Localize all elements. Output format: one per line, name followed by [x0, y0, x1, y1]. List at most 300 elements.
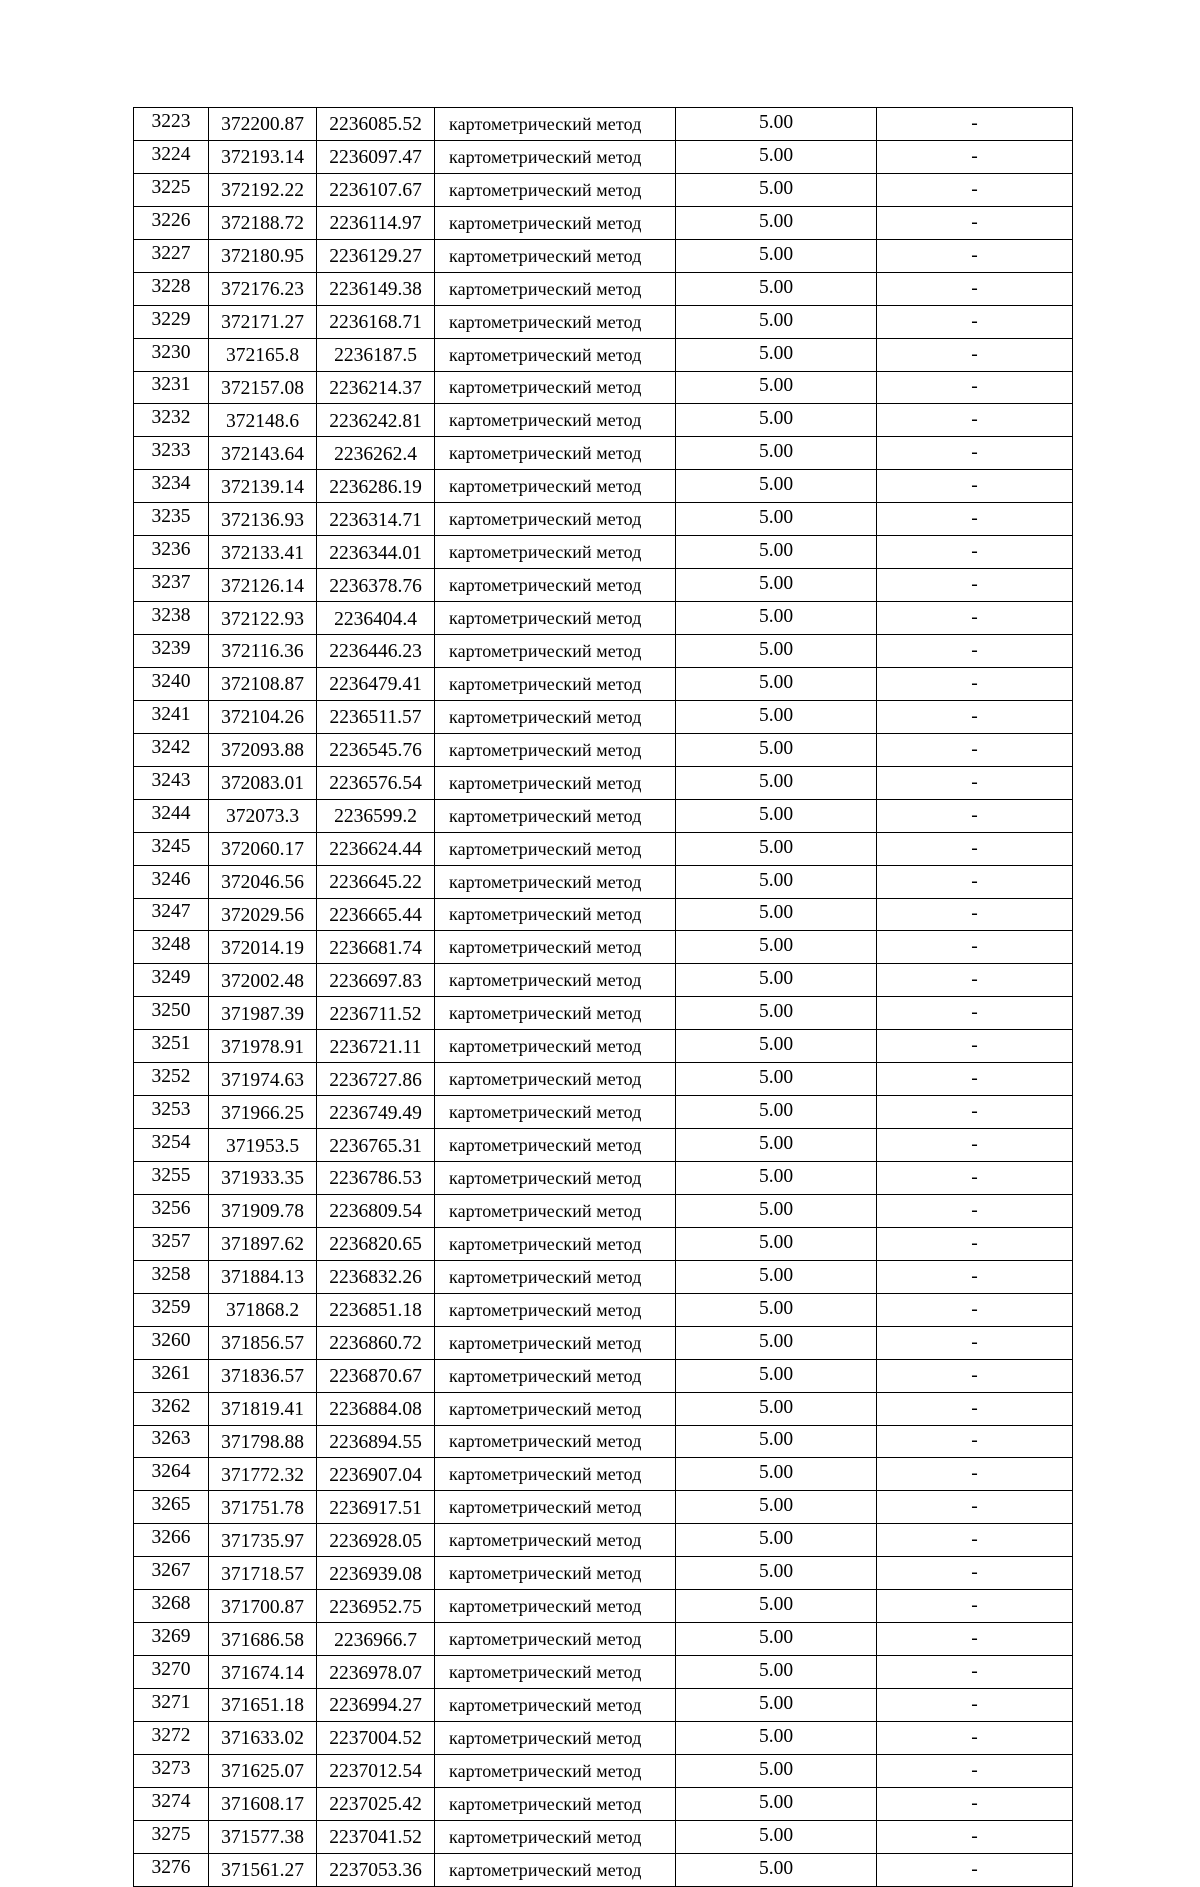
y-coordinate-cell: 2236721.11: [317, 1030, 435, 1063]
method-cell: картометрический метод: [435, 1293, 676, 1326]
y-coordinate-cell: 2236404.4: [317, 602, 435, 635]
table-row: [134, 964, 1073, 997]
method-cell: картометрический метод: [435, 1656, 676, 1689]
note-cell: -: [877, 1458, 1073, 1491]
table-row: [134, 140, 1073, 173]
y-coordinate-cell: 2236727.86: [317, 1063, 435, 1096]
y-coordinate-cell: 2236446.23: [317, 635, 435, 668]
note-cell: -: [877, 1853, 1073, 1886]
note-cell: -: [877, 799, 1073, 832]
x-coordinate-cell: 372157.08: [209, 371, 317, 404]
table-row: [134, 470, 1073, 503]
note-cell: -: [877, 1425, 1073, 1458]
note-cell: -: [877, 865, 1073, 898]
y-coordinate-cell: 2237004.52: [317, 1721, 435, 1754]
y-coordinate-cell: 2236894.55: [317, 1425, 435, 1458]
y-coordinate-cell: 2236149.38: [317, 272, 435, 305]
accuracy-cell: 5.00: [676, 832, 877, 865]
accuracy-cell: 5.00: [676, 1129, 877, 1162]
point-number-cell: 3260: [134, 1326, 209, 1359]
x-coordinate-cell: 371909.78: [209, 1194, 317, 1227]
note-cell: -: [877, 1820, 1073, 1853]
accuracy-cell: 5.00: [676, 602, 877, 635]
note-cell: -: [877, 1293, 1073, 1326]
method-cell: картометрический метод: [435, 799, 676, 832]
method-cell: картометрический метод: [435, 1162, 676, 1195]
x-coordinate-cell: 372136.93: [209, 503, 317, 536]
table-row: [134, 1656, 1073, 1689]
point-number-cell: 3274: [134, 1787, 209, 1820]
note-cell: -: [877, 700, 1073, 733]
method-cell: картометрический метод: [435, 1557, 676, 1590]
accuracy-cell: 5.00: [676, 1820, 877, 1853]
accuracy-cell: 5.00: [676, 140, 877, 173]
point-number-cell: 3224: [134, 140, 209, 173]
table-row: [134, 832, 1073, 865]
x-coordinate-cell: 371819.41: [209, 1392, 317, 1425]
point-number-cell: 3272: [134, 1721, 209, 1754]
method-cell: картометрический метод: [435, 602, 676, 635]
table-row: [134, 569, 1073, 602]
accuracy-cell: 5.00: [676, 108, 877, 141]
accuracy-cell: 5.00: [676, 667, 877, 700]
point-number-cell: 3253: [134, 1096, 209, 1129]
method-cell: картометрический метод: [435, 700, 676, 733]
y-coordinate-cell: 2236187.5: [317, 338, 435, 371]
point-number-cell: 3243: [134, 766, 209, 799]
accuracy-cell: 5.00: [676, 1524, 877, 1557]
method-cell: картометрический метод: [435, 1096, 676, 1129]
point-number-cell: 3250: [134, 997, 209, 1030]
note-cell: -: [877, 1326, 1073, 1359]
method-cell: картометрический метод: [435, 1721, 676, 1754]
table-row: [134, 1557, 1073, 1590]
y-coordinate-cell: 2236286.19: [317, 470, 435, 503]
method-cell: картометрический метод: [435, 1392, 676, 1425]
accuracy-cell: 5.00: [676, 1623, 877, 1656]
table-row: [134, 338, 1073, 371]
x-coordinate-cell: 372165.8: [209, 338, 317, 371]
x-coordinate-cell: 371884.13: [209, 1260, 317, 1293]
accuracy-cell: 5.00: [676, 1326, 877, 1359]
table-row: [134, 1820, 1073, 1853]
note-cell: -: [877, 1689, 1073, 1722]
method-cell: картометрический метод: [435, 667, 676, 700]
x-coordinate-cell: 371751.78: [209, 1491, 317, 1524]
table-row: [134, 1129, 1073, 1162]
note-cell: -: [877, 1623, 1073, 1656]
method-cell: картометрический метод: [435, 1458, 676, 1491]
point-number-cell: 3226: [134, 206, 209, 239]
method-cell: картометрический метод: [435, 865, 676, 898]
x-coordinate-cell: 372073.3: [209, 799, 317, 832]
note-cell: -: [877, 1754, 1073, 1787]
note-cell: -: [877, 1030, 1073, 1063]
accuracy-cell: 5.00: [676, 1293, 877, 1326]
note-cell: -: [877, 569, 1073, 602]
table-row: [134, 1524, 1073, 1557]
table-row: [134, 1096, 1073, 1129]
y-coordinate-cell: 2236809.54: [317, 1194, 435, 1227]
table-row: [134, 1194, 1073, 1227]
x-coordinate-cell: 371608.17: [209, 1787, 317, 1820]
point-number-cell: 3232: [134, 404, 209, 437]
note-cell: -: [877, 1063, 1073, 1096]
note-cell: -: [877, 206, 1073, 239]
y-coordinate-cell: 2237025.42: [317, 1787, 435, 1820]
point-number-cell: 3236: [134, 536, 209, 569]
note-cell: -: [877, 338, 1073, 371]
point-number-cell: 3254: [134, 1129, 209, 1162]
table-row: [134, 239, 1073, 272]
x-coordinate-cell: 372104.26: [209, 700, 317, 733]
accuracy-cell: 5.00: [676, 371, 877, 404]
method-cell: картометрический метод: [435, 470, 676, 503]
method-cell: картометрический метод: [435, 1194, 676, 1227]
x-coordinate-cell: 371633.02: [209, 1721, 317, 1754]
table-row: [134, 1754, 1073, 1787]
table-row: [134, 1853, 1073, 1886]
accuracy-cell: 5.00: [676, 1853, 877, 1886]
y-coordinate-cell: 2236820.65: [317, 1227, 435, 1260]
x-coordinate-cell: 371625.07: [209, 1754, 317, 1787]
note-cell: -: [877, 371, 1073, 404]
accuracy-cell: 5.00: [676, 799, 877, 832]
y-coordinate-cell: 2236624.44: [317, 832, 435, 865]
note-cell: -: [877, 1557, 1073, 1590]
table-row: [134, 733, 1073, 766]
method-cell: картометрический метод: [435, 1030, 676, 1063]
point-number-cell: 3237: [134, 569, 209, 602]
method-cell: картометрический метод: [435, 1260, 676, 1293]
table-row: [134, 1326, 1073, 1359]
y-coordinate-cell: 2236085.52: [317, 108, 435, 141]
x-coordinate-cell: 371735.97: [209, 1524, 317, 1557]
note-cell: -: [877, 733, 1073, 766]
accuracy-cell: 5.00: [676, 964, 877, 997]
table-row: [134, 1425, 1073, 1458]
point-number-cell: 3231: [134, 371, 209, 404]
accuracy-cell: 5.00: [676, 635, 877, 668]
accuracy-cell: 5.00: [676, 1096, 877, 1129]
y-coordinate-cell: 2236168.71: [317, 305, 435, 338]
accuracy-cell: 5.00: [676, 1260, 877, 1293]
x-coordinate-cell: 371700.87: [209, 1590, 317, 1623]
coordinates-table-body: [134, 108, 1073, 1887]
y-coordinate-cell: 2236786.53: [317, 1162, 435, 1195]
table-row: [134, 1260, 1073, 1293]
accuracy-cell: 5.00: [676, 338, 877, 371]
y-coordinate-cell: 2236749.49: [317, 1096, 435, 1129]
note-cell: -: [877, 635, 1073, 668]
method-cell: картометрический метод: [435, 1754, 676, 1787]
y-coordinate-cell: 2236129.27: [317, 239, 435, 272]
x-coordinate-cell: 371772.32: [209, 1458, 317, 1491]
point-number-cell: 3249: [134, 964, 209, 997]
note-cell: -: [877, 997, 1073, 1030]
point-number-cell: 3275: [134, 1820, 209, 1853]
point-number-cell: 3257: [134, 1227, 209, 1260]
method-cell: картометрический метод: [435, 503, 676, 536]
method-cell: картометрический метод: [435, 1425, 676, 1458]
point-number-cell: 3256: [134, 1194, 209, 1227]
table-row: [134, 1491, 1073, 1524]
y-coordinate-cell: 2236966.7: [317, 1623, 435, 1656]
method-cell: картометрический метод: [435, 832, 676, 865]
accuracy-cell: 5.00: [676, 206, 877, 239]
method-cell: картометрический метод: [435, 272, 676, 305]
accuracy-cell: 5.00: [676, 865, 877, 898]
accuracy-cell: 5.00: [676, 700, 877, 733]
note-cell: -: [877, 272, 1073, 305]
x-coordinate-cell: 372108.87: [209, 667, 317, 700]
coordinates-table: [133, 107, 1073, 1887]
y-coordinate-cell: 2236599.2: [317, 799, 435, 832]
point-number-cell: 3228: [134, 272, 209, 305]
accuracy-cell: 5.00: [676, 1491, 877, 1524]
accuracy-cell: 5.00: [676, 1194, 877, 1227]
accuracy-cell: 5.00: [676, 470, 877, 503]
accuracy-cell: 5.00: [676, 766, 877, 799]
accuracy-cell: 5.00: [676, 733, 877, 766]
y-coordinate-cell: 2236884.08: [317, 1392, 435, 1425]
table-row: [134, 173, 1073, 206]
method-cell: картометрический метод: [435, 536, 676, 569]
y-coordinate-cell: 2236994.27: [317, 1689, 435, 1722]
note-cell: -: [877, 931, 1073, 964]
point-number-cell: 3258: [134, 1260, 209, 1293]
note-cell: -: [877, 1227, 1073, 1260]
method-cell: картометрический метод: [435, 898, 676, 931]
y-coordinate-cell: 2236214.37: [317, 371, 435, 404]
x-coordinate-cell: 372192.22: [209, 173, 317, 206]
method-cell: картометрический метод: [435, 569, 676, 602]
y-coordinate-cell: 2237053.36: [317, 1853, 435, 1886]
point-number-cell: 3276: [134, 1853, 209, 1886]
note-cell: -: [877, 108, 1073, 141]
note-cell: -: [877, 1129, 1073, 1162]
y-coordinate-cell: 2236114.97: [317, 206, 435, 239]
point-number-cell: 3270: [134, 1656, 209, 1689]
table-row: [134, 108, 1073, 141]
x-coordinate-cell: 371897.62: [209, 1227, 317, 1260]
point-number-cell: 3268: [134, 1590, 209, 1623]
note-cell: -: [877, 1260, 1073, 1293]
point-number-cell: 3267: [134, 1557, 209, 1590]
point-number-cell: 3244: [134, 799, 209, 832]
point-number-cell: 3261: [134, 1359, 209, 1392]
y-coordinate-cell: 2237012.54: [317, 1754, 435, 1787]
table-row: [134, 1227, 1073, 1260]
x-coordinate-cell: 372133.41: [209, 536, 317, 569]
x-coordinate-cell: 372139.14: [209, 470, 317, 503]
y-coordinate-cell: 2236765.31: [317, 1129, 435, 1162]
table-row: [134, 997, 1073, 1030]
method-cell: картометрический метод: [435, 108, 676, 141]
method-cell: картометрический метод: [435, 206, 676, 239]
point-number-cell: 3266: [134, 1524, 209, 1557]
point-number-cell: 3235: [134, 503, 209, 536]
point-number-cell: 3263: [134, 1425, 209, 1458]
note-cell: -: [877, 305, 1073, 338]
method-cell: картометрический метод: [435, 1063, 676, 1096]
method-cell: картометрический метод: [435, 1227, 676, 1260]
method-cell: картометрический метод: [435, 239, 676, 272]
table-row: [134, 404, 1073, 437]
x-coordinate-cell: 371966.25: [209, 1096, 317, 1129]
table-row: [134, 371, 1073, 404]
x-coordinate-cell: 372176.23: [209, 272, 317, 305]
note-cell: -: [877, 1162, 1073, 1195]
x-coordinate-cell: 371836.57: [209, 1359, 317, 1392]
y-coordinate-cell: 2236907.04: [317, 1458, 435, 1491]
x-coordinate-cell: 372180.95: [209, 239, 317, 272]
x-coordinate-cell: 371718.57: [209, 1557, 317, 1590]
table-row: [134, 865, 1073, 898]
x-coordinate-cell: 372014.19: [209, 931, 317, 964]
note-cell: -: [877, 667, 1073, 700]
table-row: [134, 206, 1073, 239]
y-coordinate-cell: 2236262.4: [317, 437, 435, 470]
note-cell: -: [877, 832, 1073, 865]
table-row: [134, 766, 1073, 799]
method-cell: картометрический метод: [435, 1590, 676, 1623]
accuracy-cell: 5.00: [676, 503, 877, 536]
note-cell: -: [877, 239, 1073, 272]
x-coordinate-cell: 372143.64: [209, 437, 317, 470]
y-coordinate-cell: 2236917.51: [317, 1491, 435, 1524]
table-row: [134, 305, 1073, 338]
accuracy-cell: 5.00: [676, 1030, 877, 1063]
y-coordinate-cell: 2236928.05: [317, 1524, 435, 1557]
y-coordinate-cell: 2236097.47: [317, 140, 435, 173]
y-coordinate-cell: 2236545.76: [317, 733, 435, 766]
note-cell: -: [877, 1590, 1073, 1623]
accuracy-cell: 5.00: [676, 536, 877, 569]
accuracy-cell: 5.00: [676, 569, 877, 602]
table-row: [134, 1721, 1073, 1754]
accuracy-cell: 5.00: [676, 1162, 877, 1195]
note-cell: -: [877, 1096, 1073, 1129]
x-coordinate-cell: 372002.48: [209, 964, 317, 997]
note-cell: -: [877, 898, 1073, 931]
method-cell: картометрический метод: [435, 635, 676, 668]
y-coordinate-cell: 2236107.67: [317, 173, 435, 206]
method-cell: картометрический метод: [435, 1820, 676, 1853]
note-cell: -: [877, 503, 1073, 536]
x-coordinate-cell: 371651.18: [209, 1689, 317, 1722]
table-row: [134, 1689, 1073, 1722]
note-cell: -: [877, 766, 1073, 799]
point-number-cell: 3227: [134, 239, 209, 272]
y-coordinate-cell: 2236860.72: [317, 1326, 435, 1359]
method-cell: картометрический метод: [435, 1689, 676, 1722]
table-row: [134, 667, 1073, 700]
x-coordinate-cell: 372083.01: [209, 766, 317, 799]
x-coordinate-cell: 371686.58: [209, 1623, 317, 1656]
note-cell: -: [877, 404, 1073, 437]
accuracy-cell: 5.00: [676, 404, 877, 437]
point-number-cell: 3252: [134, 1063, 209, 1096]
table-row: [134, 1590, 1073, 1623]
y-coordinate-cell: 2236870.67: [317, 1359, 435, 1392]
y-coordinate-cell: 2236952.75: [317, 1590, 435, 1623]
method-cell: картометрический метод: [435, 173, 676, 206]
note-cell: -: [877, 1787, 1073, 1820]
x-coordinate-cell: 372093.88: [209, 733, 317, 766]
point-number-cell: 3255: [134, 1162, 209, 1195]
accuracy-cell: 5.00: [676, 305, 877, 338]
table-row: [134, 635, 1073, 668]
method-cell: картометрический метод: [435, 733, 676, 766]
method-cell: картометрический метод: [435, 437, 676, 470]
point-number-cell: 3229: [134, 305, 209, 338]
table-row: [134, 1458, 1073, 1491]
accuracy-cell: 5.00: [676, 437, 877, 470]
x-coordinate-cell: 372046.56: [209, 865, 317, 898]
accuracy-cell: 5.00: [676, 239, 877, 272]
accuracy-cell: 5.00: [676, 1590, 877, 1623]
accuracy-cell: 5.00: [676, 1392, 877, 1425]
point-number-cell: 3259: [134, 1293, 209, 1326]
table-row: [134, 1162, 1073, 1195]
accuracy-cell: 5.00: [676, 1227, 877, 1260]
x-coordinate-cell: 372188.72: [209, 206, 317, 239]
point-number-cell: 3239: [134, 635, 209, 668]
point-number-cell: 3251: [134, 1030, 209, 1063]
accuracy-cell: 5.00: [676, 898, 877, 931]
x-coordinate-cell: 372193.14: [209, 140, 317, 173]
y-coordinate-cell: 2236344.01: [317, 536, 435, 569]
note-cell: -: [877, 140, 1073, 173]
method-cell: картометрический метод: [435, 371, 676, 404]
y-coordinate-cell: 2236939.08: [317, 1557, 435, 1590]
accuracy-cell: 5.00: [676, 1063, 877, 1096]
method-cell: картометрический метод: [435, 1491, 676, 1524]
table-row: [134, 799, 1073, 832]
table-row: [134, 602, 1073, 635]
note-cell: -: [877, 1491, 1073, 1524]
y-coordinate-cell: 2237041.52: [317, 1820, 435, 1853]
method-cell: картометрический метод: [435, 1853, 676, 1886]
method-cell: картометрический метод: [435, 964, 676, 997]
method-cell: картометрический метод: [435, 766, 676, 799]
accuracy-cell: 5.00: [676, 173, 877, 206]
y-coordinate-cell: 2236711.52: [317, 997, 435, 1030]
point-number-cell: 3242: [134, 733, 209, 766]
accuracy-cell: 5.00: [676, 272, 877, 305]
x-coordinate-cell: 372116.36: [209, 635, 317, 668]
accuracy-cell: 5.00: [676, 1458, 877, 1491]
method-cell: картометрический метод: [435, 338, 676, 371]
point-number-cell: 3238: [134, 602, 209, 635]
note-cell: -: [877, 1721, 1073, 1754]
x-coordinate-cell: 372060.17: [209, 832, 317, 865]
note-cell: -: [877, 602, 1073, 635]
x-coordinate-cell: 372126.14: [209, 569, 317, 602]
table-row: [134, 272, 1073, 305]
point-number-cell: 3269: [134, 1623, 209, 1656]
table-row: [134, 1359, 1073, 1392]
point-number-cell: 3262: [134, 1392, 209, 1425]
table-row: [134, 503, 1073, 536]
method-cell: картометрический метод: [435, 931, 676, 964]
table-row: [134, 700, 1073, 733]
x-coordinate-cell: 372171.27: [209, 305, 317, 338]
accuracy-cell: 5.00: [676, 1359, 877, 1392]
x-coordinate-cell: 371987.39: [209, 997, 317, 1030]
note-cell: -: [877, 1656, 1073, 1689]
